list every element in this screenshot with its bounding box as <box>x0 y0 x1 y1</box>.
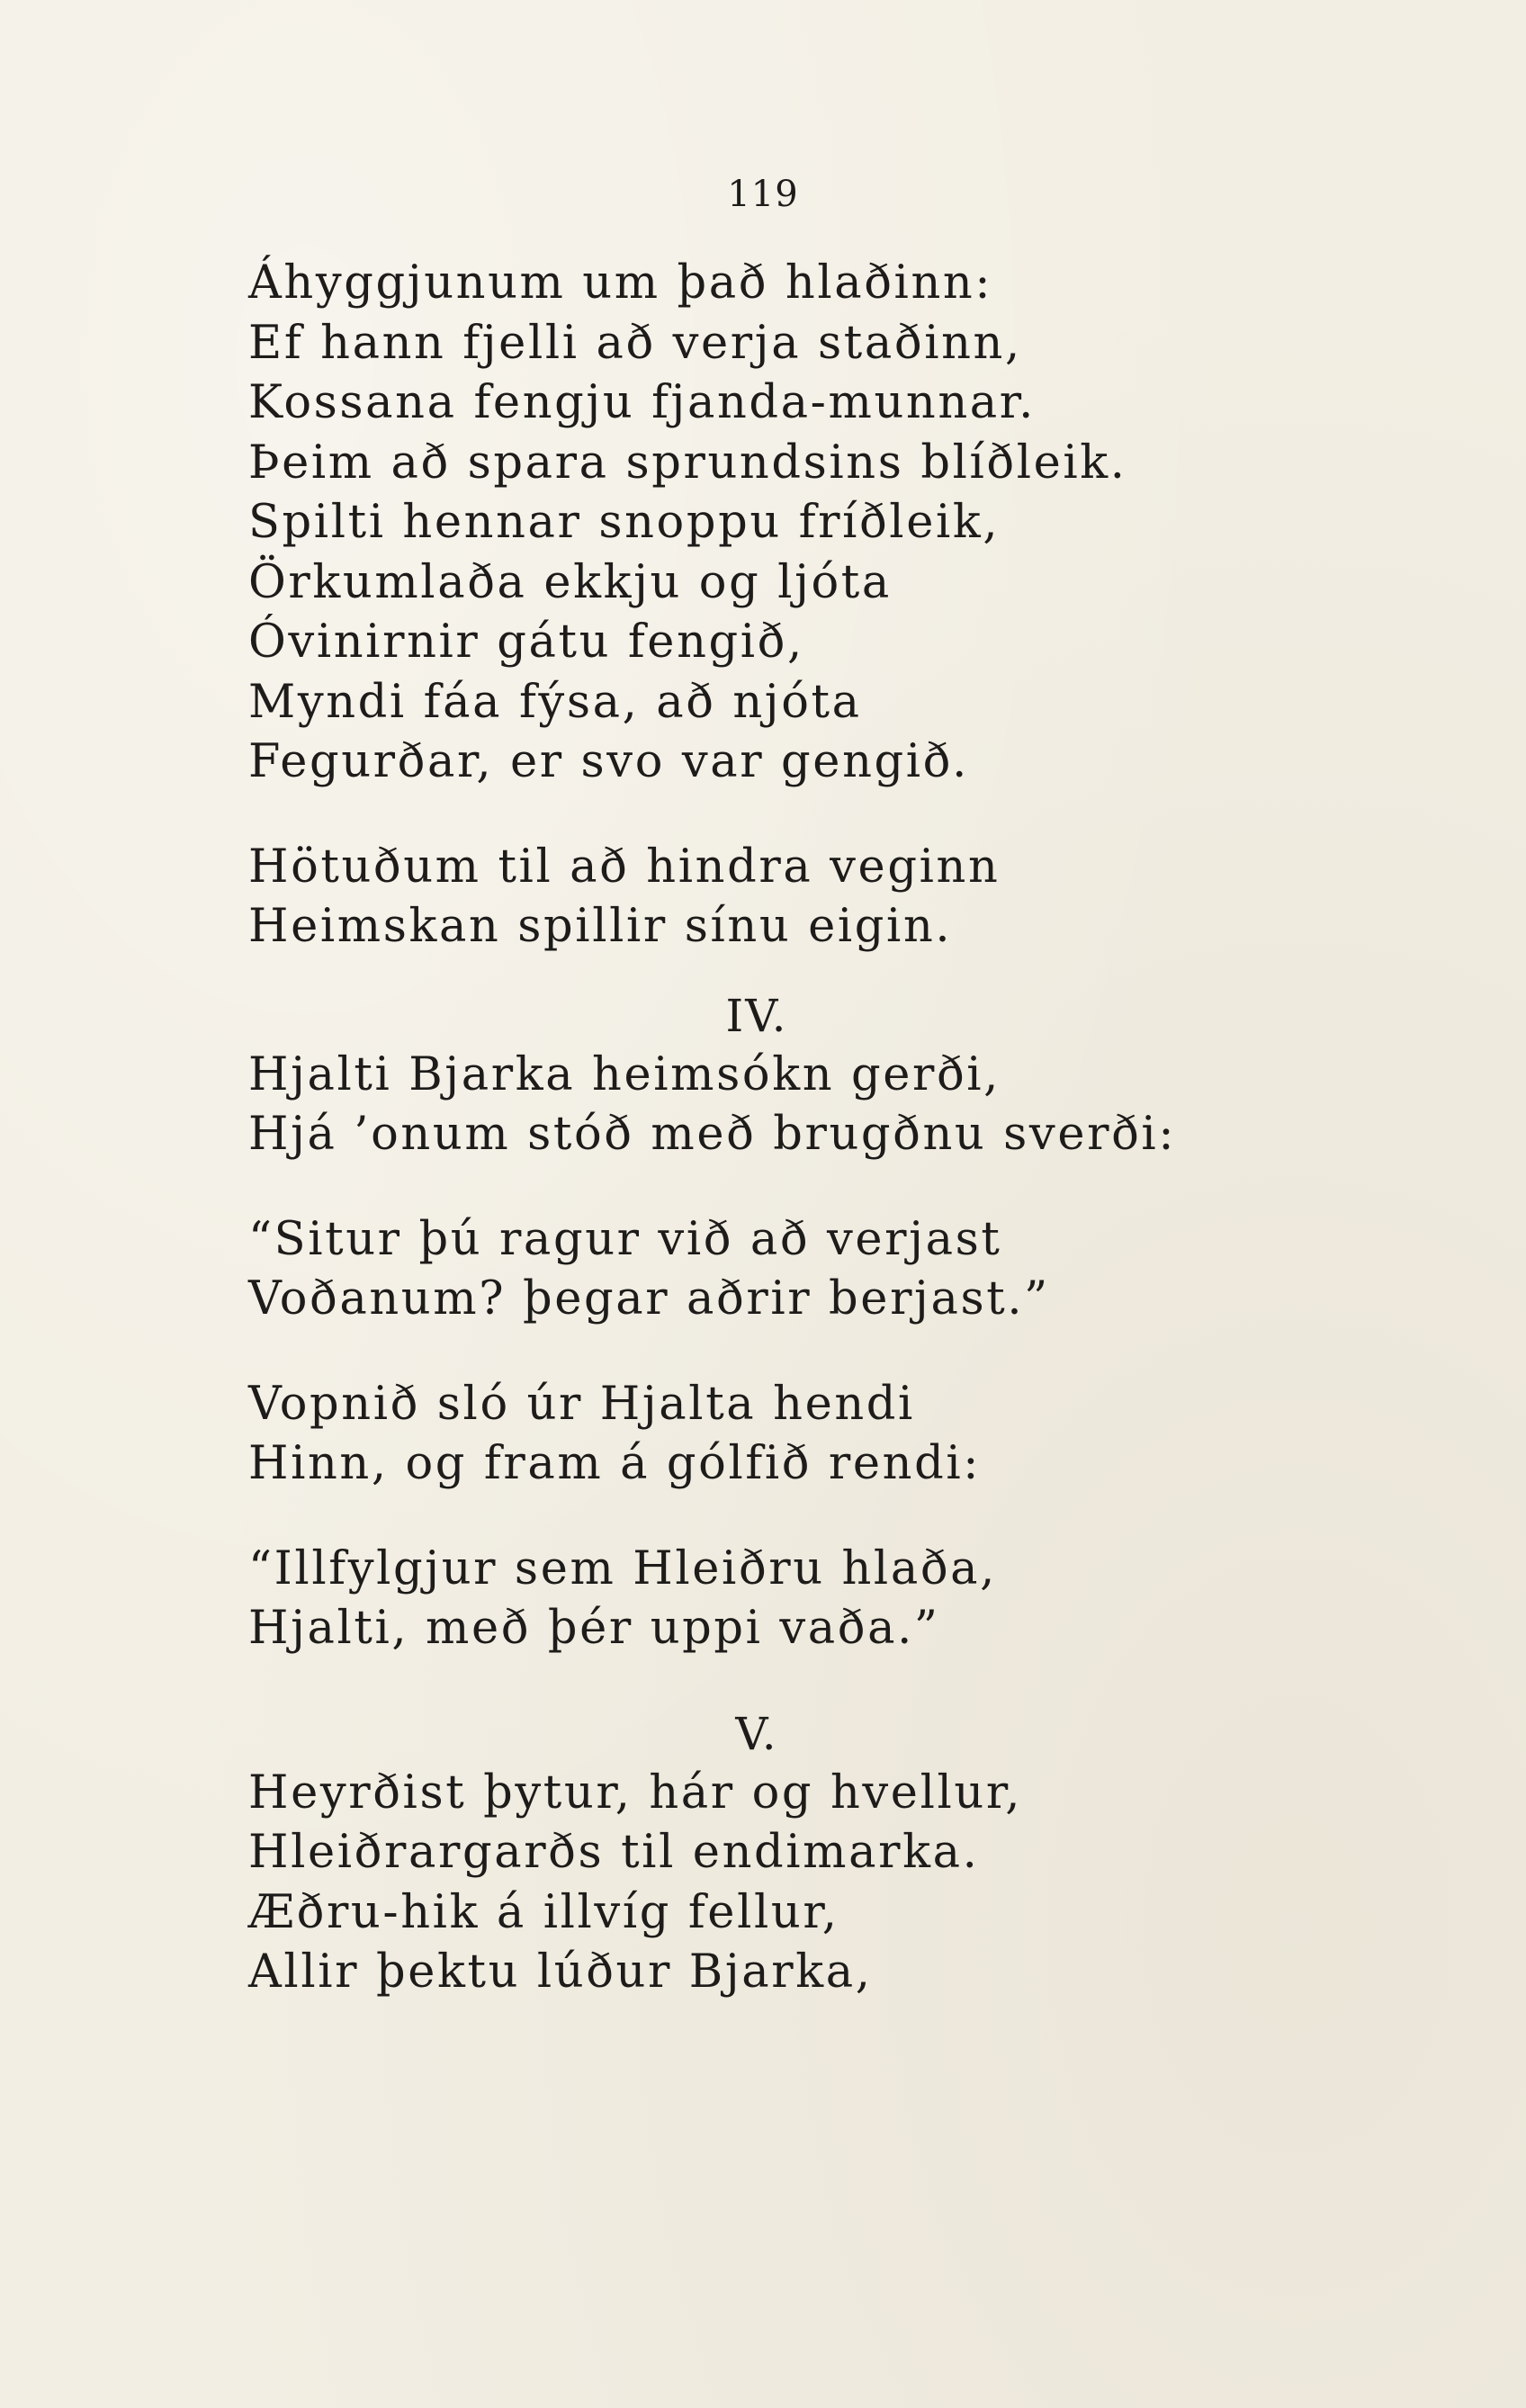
verse-line: Voðanum? þegar aðrir berjast.” <box>248 1272 1050 1325</box>
verse-line: Hleiðrargarðs til endimarka. <box>248 1826 980 1879</box>
verse-line: Hinn, og fram á gólfið rendi: <box>248 1437 982 1490</box>
verse-line: Kossana fengju fjanda-munnar. <box>248 376 1036 429</box>
verse-line: Hjalti, með þér uppi vaða.” <box>248 1602 940 1655</box>
stanza-gap <box>248 1165 1328 1210</box>
stanza-6 <box>248 1540 1328 1659</box>
stanza-3 <box>248 1046 1328 1165</box>
verse-line: Hjá ’onum stóð með brugðnu sverði: <box>248 1108 1177 1161</box>
verse-line: Óvinirnir gátu fengið, <box>248 615 804 669</box>
verse-line: Fegurðar, er svo var gengið. <box>248 735 969 788</box>
verse-line: Hötuðum til að hindra veginn <box>248 840 1001 894</box>
verse-line: “Situr þú ragur við að verjast <box>248 1212 1002 1266</box>
section-gap <box>248 1659 1328 1704</box>
verse-line: Þeim að spara sprundsins blíðleik. <box>248 436 1127 490</box>
stanza-7 <box>248 1764 1328 2003</box>
verse-line: Áhyggjunum um það hlaðinn: <box>248 256 993 310</box>
verse-line: Hjalti Bjarka heimsókn gerði, <box>248 1047 1001 1101</box>
section-heading-iv: IV. <box>725 989 788 1042</box>
verse-line: Heyrðist þytur, hár og hvellur, <box>248 1766 1023 1819</box>
verse-line: Æðru-hik á illvíg fellur, <box>248 1885 839 1939</box>
verse-line: Myndi fáa fýsa, að njóta <box>248 675 862 729</box>
poem-text <box>248 254 1328 2003</box>
verse-line: Vopnið sló úr Hjalta hendi <box>248 1377 915 1431</box>
stanza-gap <box>248 793 1328 838</box>
verse-line: Allir þektu lúður Bjarka, <box>248 1945 873 1999</box>
stanza-gap <box>248 1495 1328 1540</box>
verse-line: Ef hann fjelli að verja staðinn, <box>248 316 1022 370</box>
stanza-4 <box>248 1210 1328 1330</box>
verse-line: Spilti hennar snoppu fríðleik, <box>248 496 1001 549</box>
stanza-1 <box>248 254 1328 793</box>
stanza-2 <box>248 838 1328 957</box>
verse-line: Örkumlaða ekkju og ljóta <box>248 555 892 609</box>
stanza-gap <box>248 1330 1328 1375</box>
section-gap <box>248 957 1328 986</box>
section-heading-v: V. <box>735 1707 778 1760</box>
verse-line: Heimskan spillir sínu eigin. <box>248 900 953 953</box>
page-number: 119 <box>727 174 799 215</box>
verse-line: “Illfylgjur sem Hleiðru hlaða, <box>248 1541 997 1595</box>
stanza-5 <box>248 1375 1328 1495</box>
